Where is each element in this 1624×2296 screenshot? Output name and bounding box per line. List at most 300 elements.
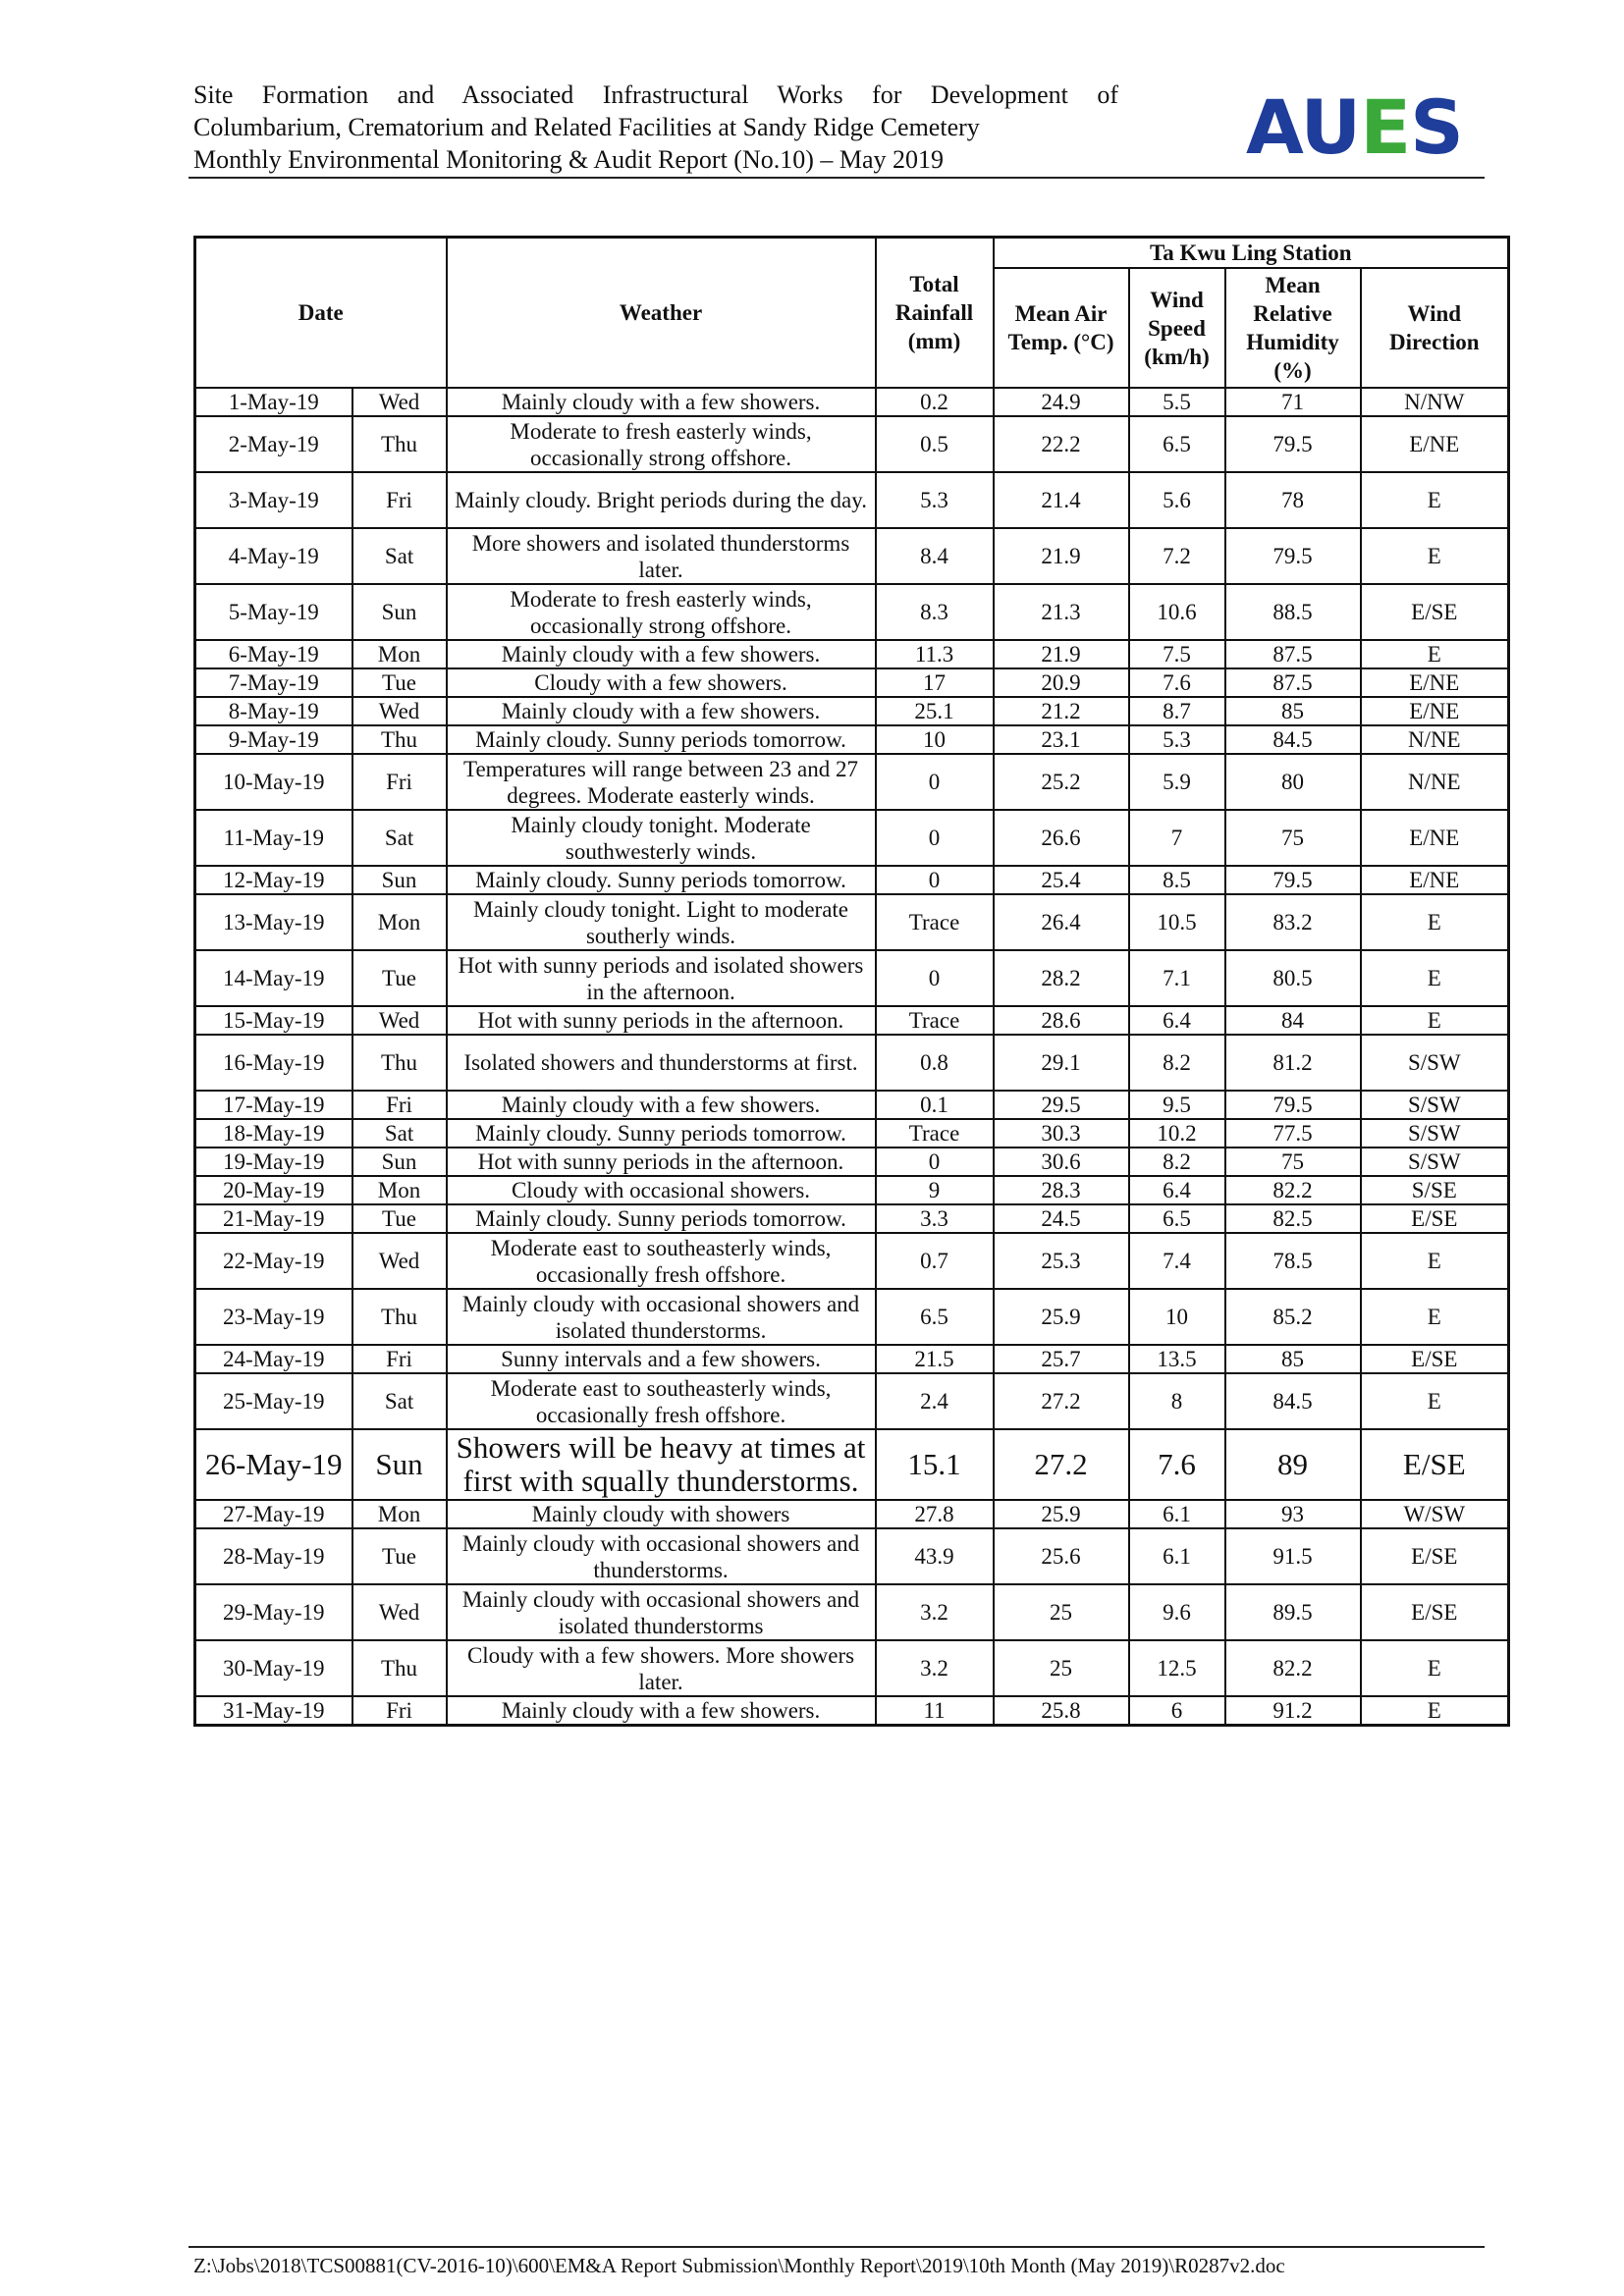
aues-logo xyxy=(1246,83,1463,171)
row-date: 26-May-19 xyxy=(195,1429,352,1500)
row-wind-direction: E xyxy=(1361,894,1509,950)
row-day: Fri xyxy=(352,1091,447,1119)
row-day: Sat xyxy=(352,528,447,584)
page-header xyxy=(193,79,1485,177)
row-day: Mon xyxy=(352,1176,447,1204)
header-date: Date xyxy=(195,238,447,389)
row-date: 9-May-19 xyxy=(195,725,352,754)
table-row xyxy=(195,1233,1509,1289)
row-wind-direction: E xyxy=(1361,1289,1509,1345)
row-humidity: 82.5 xyxy=(1225,1204,1361,1233)
weather-table xyxy=(193,236,1510,1727)
row-weather: Moderate to fresh easterly winds, occasionally strong offshore. xyxy=(447,584,876,640)
row-temp: 26.4 xyxy=(994,894,1129,950)
row-date: 8-May-19 xyxy=(195,697,352,725)
row-rainfall: 9 xyxy=(876,1176,994,1204)
row-day: Wed xyxy=(352,697,447,725)
table-row xyxy=(195,472,1509,528)
row-rainfall: 8.4 xyxy=(876,528,994,584)
row-humidity: 79.5 xyxy=(1225,1091,1361,1119)
row-day: Mon xyxy=(352,640,447,668)
row-wind-direction: E/NE xyxy=(1361,416,1509,472)
table-row xyxy=(195,1091,1509,1119)
row-temp: 21.9 xyxy=(994,640,1129,668)
row-wind-direction: E/SE xyxy=(1361,1204,1509,1233)
row-wind-speed: 13.5 xyxy=(1129,1345,1225,1373)
logo-part-1: AU xyxy=(1246,83,1361,171)
row-weather: Cloudy with a few showers. More showers later. xyxy=(447,1640,876,1696)
row-weather: Hot with sunny periods and isolated showers in the afternoon. xyxy=(447,950,876,1006)
row-temp: 21.4 xyxy=(994,472,1129,528)
header-humidity: Mean Relative Humidity (%) xyxy=(1225,268,1361,388)
row-day: Sat xyxy=(352,810,447,866)
row-date: 30-May-19 xyxy=(195,1640,352,1696)
row-humidity: 82.2 xyxy=(1225,1640,1361,1696)
row-rainfall: 43.9 xyxy=(876,1528,994,1584)
row-humidity: 91.5 xyxy=(1225,1528,1361,1584)
table-row xyxy=(195,725,1509,754)
row-wind-direction: E xyxy=(1361,1006,1509,1035)
row-humidity: 81.2 xyxy=(1225,1035,1361,1091)
row-rainfall: 0 xyxy=(876,1148,994,1176)
row-wind-direction: E/SE xyxy=(1361,1584,1509,1640)
row-weather: Mainly cloudy with a few showers. xyxy=(447,1091,876,1119)
row-rainfall: 0 xyxy=(876,866,994,894)
row-temp: 21.9 xyxy=(994,528,1129,584)
row-humidity: 85 xyxy=(1225,697,1361,725)
row-rainfall: 21.5 xyxy=(876,1345,994,1373)
row-day: Thu xyxy=(352,1640,447,1696)
row-wind-speed: 12.5 xyxy=(1129,1640,1225,1696)
row-date: 28-May-19 xyxy=(195,1528,352,1584)
table-row xyxy=(195,1584,1509,1640)
table-row xyxy=(195,1373,1509,1429)
row-day: Mon xyxy=(352,894,447,950)
row-wind-speed: 8.5 xyxy=(1129,866,1225,894)
row-date: 5-May-19 xyxy=(195,584,352,640)
row-rainfall: 5.3 xyxy=(876,472,994,528)
row-wind-speed: 6.5 xyxy=(1129,1204,1225,1233)
row-humidity: 88.5 xyxy=(1225,584,1361,640)
row-humidity: 93 xyxy=(1225,1500,1361,1528)
row-weather: Mainly cloudy with a few showers. xyxy=(447,1696,876,1726)
row-wind-speed: 9.5 xyxy=(1129,1091,1225,1119)
row-date: 12-May-19 xyxy=(195,866,352,894)
row-wind-speed: 6.5 xyxy=(1129,416,1225,472)
header-divider xyxy=(189,177,1485,179)
row-wind-speed: 5.3 xyxy=(1129,725,1225,754)
row-temp: 25 xyxy=(994,1640,1129,1696)
row-wind-direction: E/SE xyxy=(1361,584,1509,640)
row-wind-direction: E xyxy=(1361,528,1509,584)
row-rainfall: 11 xyxy=(876,1696,994,1726)
table-row xyxy=(195,1528,1509,1584)
row-humidity: 80.5 xyxy=(1225,950,1361,1006)
row-weather: Sunny intervals and a few showers. xyxy=(447,1345,876,1373)
report-title-block xyxy=(193,79,1126,176)
row-date: 31-May-19 xyxy=(195,1696,352,1726)
row-day: Thu xyxy=(352,725,447,754)
row-day: Fri xyxy=(352,472,447,528)
row-temp: 21.3 xyxy=(994,584,1129,640)
file-path-footer: Z:\Jobs\2018\TCS00881(CV-2016-10)\600\EM&A Report Submission\Monthly Report\2019\10th Month (May 2019)\R0287v2.doc xyxy=(193,2254,1285,2277)
row-weather: Mainly cloudy with a few showers. xyxy=(447,697,876,725)
row-date: 21-May-19 xyxy=(195,1204,352,1233)
row-weather: More showers and isolated thunderstorms later. xyxy=(447,528,876,584)
row-wind-direction: N/NW xyxy=(1361,388,1509,416)
row-wind-speed: 10.5 xyxy=(1129,894,1225,950)
row-wind-speed: 7.4 xyxy=(1129,1233,1225,1289)
footer-divider xyxy=(189,2246,1485,2248)
row-wind-speed: 7.1 xyxy=(1129,950,1225,1006)
row-humidity: 75 xyxy=(1225,1148,1361,1176)
row-rainfall: Trace xyxy=(876,894,994,950)
row-day: Wed xyxy=(352,1584,447,1640)
row-day: Sat xyxy=(352,1119,447,1148)
header-weather: Weather xyxy=(447,238,876,389)
table-row xyxy=(195,1204,1509,1233)
row-wind-direction: E/SE xyxy=(1361,1429,1509,1500)
table-row xyxy=(195,894,1509,950)
row-day: Sun xyxy=(352,866,447,894)
row-rainfall: 3.2 xyxy=(876,1584,994,1640)
header-rainfall: Total Rainfall (mm) xyxy=(876,238,994,389)
row-weather: Temperatures will range between 23 and 27 degrees. Moderate easterly winds. xyxy=(447,754,876,810)
table-row xyxy=(195,1429,1509,1500)
row-weather: Mainly cloudy with showers xyxy=(447,1500,876,1528)
row-humidity: 85 xyxy=(1225,1345,1361,1373)
row-wind-direction: E xyxy=(1361,1373,1509,1429)
row-temp: 25.7 xyxy=(994,1345,1129,1373)
table-row xyxy=(195,1500,1509,1528)
row-date: 3-May-19 xyxy=(195,472,352,528)
row-date: 1-May-19 xyxy=(195,388,352,416)
row-wind-direction: E/SE xyxy=(1361,1528,1509,1584)
row-rainfall: Trace xyxy=(876,1119,994,1148)
row-temp: 25.6 xyxy=(994,1528,1129,1584)
row-temp: 27.2 xyxy=(994,1429,1129,1500)
row-wind-speed: 8.7 xyxy=(1129,697,1225,725)
row-humidity: 78.5 xyxy=(1225,1233,1361,1289)
row-weather: Mainly cloudy. Sunny periods tomorrow. xyxy=(447,725,876,754)
row-humidity: 87.5 xyxy=(1225,668,1361,697)
row-wind-speed: 7.6 xyxy=(1129,1429,1225,1500)
row-humidity: 78 xyxy=(1225,472,1361,528)
row-date: 29-May-19 xyxy=(195,1584,352,1640)
header-wind-speed: Wind Speed (km/h) xyxy=(1129,268,1225,388)
table-row xyxy=(195,416,1509,472)
row-date: 20-May-19 xyxy=(195,1176,352,1204)
row-wind-speed: 7 xyxy=(1129,810,1225,866)
row-temp: 25.8 xyxy=(994,1696,1129,1726)
row-humidity: 85.2 xyxy=(1225,1289,1361,1345)
row-rainfall: 27.8 xyxy=(876,1500,994,1528)
row-weather: Mainly cloudy. Sunny periods tomorrow. xyxy=(447,1204,876,1233)
row-temp: 29.1 xyxy=(994,1035,1129,1091)
row-wind-direction: E xyxy=(1361,1640,1509,1696)
header-temp: Mean Air Temp. (°C) xyxy=(994,268,1129,388)
row-day: Sat xyxy=(352,1373,447,1429)
row-humidity: 84.5 xyxy=(1225,1373,1361,1429)
row-weather: Hot with sunny periods in the afternoon. xyxy=(447,1006,876,1035)
row-temp: 25.2 xyxy=(994,754,1129,810)
table-row xyxy=(195,697,1509,725)
row-wind-speed: 5.9 xyxy=(1129,754,1225,810)
row-weather: Mainly cloudy. Sunny periods tomorrow. xyxy=(447,1119,876,1148)
row-wind-speed: 7.5 xyxy=(1129,640,1225,668)
row-rainfall: 17 xyxy=(876,668,994,697)
row-temp: 30.6 xyxy=(994,1148,1129,1176)
row-temp: 25 xyxy=(994,1584,1129,1640)
row-day: Sun xyxy=(352,1429,447,1500)
row-date: 25-May-19 xyxy=(195,1373,352,1429)
row-wind-direction: N/NE xyxy=(1361,754,1509,810)
row-date: 14-May-19 xyxy=(195,950,352,1006)
row-wind-direction: W/SW xyxy=(1361,1500,1509,1528)
row-date: 24-May-19 xyxy=(195,1345,352,1373)
table-row xyxy=(195,1640,1509,1696)
row-wind-direction: S/SW xyxy=(1361,1035,1509,1091)
row-day: Thu xyxy=(352,1289,447,1345)
row-temp: 28.6 xyxy=(994,1006,1129,1035)
table-row xyxy=(195,1119,1509,1148)
row-rainfall: Trace xyxy=(876,1006,994,1035)
header-station: Ta Kwu Ling Station xyxy=(994,238,1509,269)
row-wind-speed: 6.1 xyxy=(1129,1500,1225,1528)
row-temp: 28.2 xyxy=(994,950,1129,1006)
row-wind-speed: 10 xyxy=(1129,1289,1225,1345)
row-temp: 25.4 xyxy=(994,866,1129,894)
row-rainfall: 10 xyxy=(876,725,994,754)
header-line-1: Site Formation and Associated Infrastructural Works for Development of xyxy=(193,80,1118,109)
row-day: Wed xyxy=(352,1006,447,1035)
header-line-2: Columbarium, Crematorium and Related Facilities at Sandy Ridge Cemetery xyxy=(193,113,980,141)
row-wind-speed: 5.6 xyxy=(1129,472,1225,528)
row-wind-direction: E xyxy=(1361,1233,1509,1289)
row-humidity: 84 xyxy=(1225,1006,1361,1035)
row-weather: Isolated showers and thunderstorms at first. xyxy=(447,1035,876,1091)
row-wind-speed: 9.6 xyxy=(1129,1584,1225,1640)
table-row xyxy=(195,754,1509,810)
row-day: Mon xyxy=(352,1500,447,1528)
row-temp: 28.3 xyxy=(994,1176,1129,1204)
row-rainfall: 6.5 xyxy=(876,1289,994,1345)
row-day: Tue xyxy=(352,1528,447,1584)
row-temp: 26.6 xyxy=(994,810,1129,866)
table-row xyxy=(195,866,1509,894)
row-date: 23-May-19 xyxy=(195,1289,352,1345)
row-weather: Mainly cloudy tonight. Moderate southwesterly winds. xyxy=(447,810,876,866)
table-row xyxy=(195,810,1509,866)
row-date: 4-May-19 xyxy=(195,528,352,584)
row-humidity: 91.2 xyxy=(1225,1696,1361,1726)
row-wind-direction: E xyxy=(1361,950,1509,1006)
row-rainfall: 25.1 xyxy=(876,697,994,725)
logo-part-2: E xyxy=(1360,83,1411,171)
weather-table-body xyxy=(195,388,1509,1726)
row-day: Thu xyxy=(352,416,447,472)
row-wind-direction: S/SW xyxy=(1361,1148,1509,1176)
table-row xyxy=(195,528,1509,584)
row-wind-direction: E/NE xyxy=(1361,668,1509,697)
row-date: 15-May-19 xyxy=(195,1006,352,1035)
row-date: 19-May-19 xyxy=(195,1148,352,1176)
row-weather: Showers will be heavy at times at first with squally thunderstorms. xyxy=(447,1429,876,1500)
header-wind-direction: Wind Direction xyxy=(1361,268,1509,388)
table-row xyxy=(195,1289,1509,1345)
row-rainfall: 0.1 xyxy=(876,1091,994,1119)
table-row xyxy=(195,1696,1509,1726)
row-wind-direction: E xyxy=(1361,472,1509,528)
row-wind-direction: E/SE xyxy=(1361,1345,1509,1373)
row-rainfall: 3.2 xyxy=(876,1640,994,1696)
row-wind-speed: 7.6 xyxy=(1129,668,1225,697)
row-day: Fri xyxy=(352,1345,447,1373)
row-day: Fri xyxy=(352,1696,447,1726)
row-weather: Mainly cloudy with occasional showers and isolated thunderstorms xyxy=(447,1584,876,1640)
row-humidity: 82.2 xyxy=(1225,1176,1361,1204)
row-date: 22-May-19 xyxy=(195,1233,352,1289)
row-humidity: 75 xyxy=(1225,810,1361,866)
row-wind-speed: 10.6 xyxy=(1129,584,1225,640)
row-weather: Mainly cloudy. Bright periods during the day. xyxy=(447,472,876,528)
row-humidity: 89.5 xyxy=(1225,1584,1361,1640)
row-rainfall: 0.7 xyxy=(876,1233,994,1289)
row-day: Tue xyxy=(352,668,447,697)
row-date: 27-May-19 xyxy=(195,1500,352,1528)
row-temp: 24.5 xyxy=(994,1204,1129,1233)
row-humidity: 83.2 xyxy=(1225,894,1361,950)
row-weather: Moderate east to southeasterly winds, occasionally fresh offshore. xyxy=(447,1373,876,1429)
row-wind-direction: E xyxy=(1361,640,1509,668)
row-temp: 25.9 xyxy=(994,1289,1129,1345)
row-wind-speed: 8 xyxy=(1129,1373,1225,1429)
row-weather: Mainly cloudy. Sunny periods tomorrow. xyxy=(447,866,876,894)
row-temp: 29.5 xyxy=(994,1091,1129,1119)
row-wind-speed: 8.2 xyxy=(1129,1148,1225,1176)
row-date: 18-May-19 xyxy=(195,1119,352,1148)
row-date: 6-May-19 xyxy=(195,640,352,668)
row-date: 13-May-19 xyxy=(195,894,352,950)
row-weather: Cloudy with occasional showers. xyxy=(447,1176,876,1204)
table-row xyxy=(195,668,1509,697)
row-day: Wed xyxy=(352,1233,447,1289)
row-weather: Mainly cloudy tonight. Light to moderate southerly winds. xyxy=(447,894,876,950)
header-line-3: Monthly Environmental Monitoring & Audit Report (No.10) – May 2019 xyxy=(193,145,945,174)
row-weather: Moderate to fresh easterly winds, occasionally strong offshore. xyxy=(447,416,876,472)
table-row xyxy=(195,584,1509,640)
row-wind-direction: S/SE xyxy=(1361,1176,1509,1204)
row-day: Sun xyxy=(352,584,447,640)
row-wind-direction: N/NE xyxy=(1361,725,1509,754)
row-wind-direction: E/NE xyxy=(1361,866,1509,894)
row-date: 11-May-19 xyxy=(195,810,352,866)
row-temp: 22.2 xyxy=(994,416,1129,472)
row-humidity: 84.5 xyxy=(1225,725,1361,754)
row-date: 10-May-19 xyxy=(195,754,352,810)
table-row xyxy=(195,1345,1509,1373)
row-temp: 27.2 xyxy=(994,1373,1129,1429)
row-weather: Mainly cloudy with occasional showers and thunderstorms. xyxy=(447,1528,876,1584)
row-day: Tue xyxy=(352,950,447,1006)
row-rainfall: 15.1 xyxy=(876,1429,994,1500)
row-wind-speed: 6 xyxy=(1129,1696,1225,1726)
row-temp: 23.1 xyxy=(994,725,1129,754)
row-wind-speed: 7.2 xyxy=(1129,528,1225,584)
row-humidity: 79.5 xyxy=(1225,866,1361,894)
row-day: Thu xyxy=(352,1035,447,1091)
row-humidity: 80 xyxy=(1225,754,1361,810)
row-temp: 20.9 xyxy=(994,668,1129,697)
row-wind-direction: S/SW xyxy=(1361,1091,1509,1119)
table-row xyxy=(195,640,1509,668)
row-day: Wed xyxy=(352,388,447,416)
row-rainfall: 0 xyxy=(876,950,994,1006)
row-wind-direction: E xyxy=(1361,1696,1509,1726)
table-row xyxy=(195,1176,1509,1204)
row-wind-speed: 6.4 xyxy=(1129,1006,1225,1035)
table-row xyxy=(195,1006,1509,1035)
row-day: Tue xyxy=(352,1204,447,1233)
row-date: 2-May-19 xyxy=(195,416,352,472)
table-row xyxy=(195,388,1509,416)
row-wind-speed: 5.5 xyxy=(1129,388,1225,416)
row-day: Sun xyxy=(352,1148,447,1176)
row-weather: Cloudy with a few showers. xyxy=(447,668,876,697)
row-humidity: 89 xyxy=(1225,1429,1361,1500)
row-weather: Mainly cloudy with a few showers. xyxy=(447,640,876,668)
row-humidity: 87.5 xyxy=(1225,640,1361,668)
row-date: 16-May-19 xyxy=(195,1035,352,1091)
row-humidity: 79.5 xyxy=(1225,416,1361,472)
row-rainfall: 8.3 xyxy=(876,584,994,640)
row-temp: 25.9 xyxy=(994,1500,1129,1528)
row-wind-speed: 6.4 xyxy=(1129,1176,1225,1204)
row-weather: Moderate east to southeasterly winds, occasionally fresh offshore. xyxy=(447,1233,876,1289)
row-wind-speed: 10.2 xyxy=(1129,1119,1225,1148)
table-row xyxy=(195,950,1509,1006)
logo-part-3: S xyxy=(1410,83,1463,171)
row-rainfall: 0 xyxy=(876,810,994,866)
row-temp: 21.2 xyxy=(994,697,1129,725)
row-rainfall: 11.3 xyxy=(876,640,994,668)
row-humidity: 71 xyxy=(1225,388,1361,416)
row-rainfall: 0 xyxy=(876,754,994,810)
row-date: 17-May-19 xyxy=(195,1091,352,1119)
row-rainfall: 0.8 xyxy=(876,1035,994,1091)
row-wind-direction: E/NE xyxy=(1361,697,1509,725)
table-row xyxy=(195,1148,1509,1176)
row-weather: Mainly cloudy with a few showers. xyxy=(447,388,876,416)
row-temp: 24.9 xyxy=(994,388,1129,416)
row-rainfall: 2.4 xyxy=(876,1373,994,1429)
row-wind-speed: 6.1 xyxy=(1129,1528,1225,1584)
row-wind-direction: E/NE xyxy=(1361,810,1509,866)
row-weather: Hot with sunny periods in the afternoon. xyxy=(447,1148,876,1176)
row-temp: 30.3 xyxy=(994,1119,1129,1148)
row-temp: 25.3 xyxy=(994,1233,1129,1289)
row-day: Fri xyxy=(352,754,447,810)
row-wind-speed: 8.2 xyxy=(1129,1035,1225,1091)
row-rainfall: 0.2 xyxy=(876,388,994,416)
row-humidity: 77.5 xyxy=(1225,1119,1361,1148)
row-date: 7-May-19 xyxy=(195,668,352,697)
row-rainfall: 0.5 xyxy=(876,416,994,472)
row-wind-direction: S/SW xyxy=(1361,1119,1509,1148)
row-weather: Mainly cloudy with occasional showers and isolated thunderstorms. xyxy=(447,1289,876,1345)
table-row xyxy=(195,1035,1509,1091)
row-rainfall: 3.3 xyxy=(876,1204,994,1233)
